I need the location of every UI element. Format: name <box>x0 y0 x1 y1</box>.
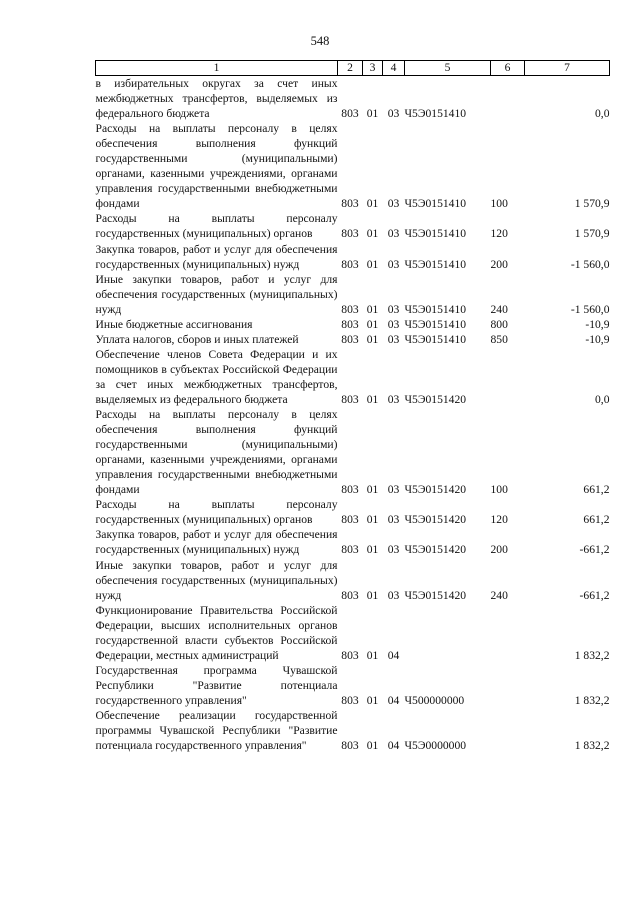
row-description: Иные закупки товаров, работ и услуг для обеспечения государственных (муниципальных) нужд <box>95 272 338 316</box>
admin-code: 803 <box>341 257 359 271</box>
admin-code: 803 <box>341 332 359 346</box>
row-description: Расходы на выплаты персоналу государственных (муниципальных) органов <box>95 212 338 241</box>
amount: 0,0 <box>595 392 610 406</box>
subsection-code: 03 <box>387 197 400 211</box>
table-row <box>96 663 610 708</box>
subsection-code: 04 <box>387 648 400 662</box>
row-description: Функционирование Правительства Российской Федерации, высших исполнительных органов государственной власти субъектов Российской Федерации, местных администраций <box>95 603 338 662</box>
amount: 1 832,2 <box>574 648 610 662</box>
admin-code: 803 <box>341 543 359 557</box>
target-article-code: Ч5Э0151410 <box>404 302 467 316</box>
row-description: Закупка товаров, работ и услуг для обеспечения государственных (муниципальных) нужд <box>95 242 338 271</box>
subsection-code: 04 <box>387 693 400 707</box>
section-code: 01 <box>366 197 379 211</box>
amount: 1 832,2 <box>574 693 610 707</box>
table-row <box>96 347 610 407</box>
column-header: 3 <box>363 61 383 76</box>
page-number: 548 <box>310 34 330 48</box>
amount: -1 560,0 <box>570 302 610 316</box>
expense-type-code: 120 <box>490 513 508 527</box>
expense-type-code: 800 <box>490 317 508 331</box>
subsection-code: 03 <box>387 317 400 331</box>
section-code: 01 <box>366 483 379 497</box>
admin-code: 803 <box>341 317 359 331</box>
expense-type-code: 850 <box>490 332 508 346</box>
section-code: 01 <box>366 257 379 271</box>
subsection-code: 03 <box>387 227 400 241</box>
row-description: Иные бюджетные ассигнования <box>95 317 253 331</box>
admin-code: 803 <box>341 648 359 662</box>
row-description: Государственная программа Чувашской Республики "Развитие потенциала государственного управления" <box>95 663 338 707</box>
section-code: 01 <box>366 513 379 527</box>
expense-type-code <box>491 708 525 753</box>
row-description: Расходы на выплаты персоналу в целях обеспечения выполнения функций государственными (муниципальными) органами, казенными учреждениями, органами управления государственными внебюджетными фондами <box>95 122 338 211</box>
section-code: 01 <box>366 227 379 241</box>
section-code: 01 <box>366 107 379 121</box>
table-row <box>96 121 610 211</box>
target-article-code <box>405 603 491 663</box>
row-description: Закупка товаров, работ и услуг для обеспечения государственных (муниципальных) нужд <box>95 528 338 557</box>
section-code: 01 <box>366 392 379 406</box>
target-article-code: Ч5Э0000000 <box>404 739 467 753</box>
section-code: 01 <box>366 693 379 707</box>
header-row <box>96 61 610 76</box>
expense-type-code <box>491 76 525 122</box>
amount: 0,0 <box>595 107 610 121</box>
column-header: 7 <box>525 61 610 76</box>
amount: 1 570,9 <box>574 227 610 241</box>
admin-code: 803 <box>341 739 359 753</box>
expense-type-code: 240 <box>490 588 508 602</box>
expense-type-code: 200 <box>490 257 508 271</box>
admin-code: 803 <box>341 392 359 406</box>
amount: -1 560,0 <box>570 257 610 271</box>
table-row <box>96 272 610 317</box>
subsection-code: 03 <box>387 302 400 316</box>
target-article-code: Ч5Э0151410 <box>404 227 467 241</box>
section-code: 01 <box>366 317 379 331</box>
expense-type-code: 100 <box>490 483 508 497</box>
admin-code: 803 <box>341 513 359 527</box>
admin-code: 803 <box>341 588 359 602</box>
admin-code: 803 <box>341 197 359 211</box>
admin-code: 803 <box>341 693 359 707</box>
section-code: 01 <box>366 543 379 557</box>
table-row <box>96 76 610 122</box>
row-description: Расходы на выплаты персоналу государственных (муниципальных) органов <box>95 498 338 527</box>
target-article-code: Ч5Э0151420 <box>404 513 467 527</box>
target-article-code: Ч5Э0151410 <box>404 197 467 211</box>
row-description: Обеспечение реализации государственной программы Чувашской Республики "Развитие потенциала государственного управления" <box>95 708 338 753</box>
expense-type-code: 200 <box>490 543 508 557</box>
expense-type-code: 120 <box>490 227 508 241</box>
table-row <box>96 407 610 497</box>
column-header: 6 <box>491 61 525 76</box>
admin-code: 803 <box>341 483 359 497</box>
expense-type-code: 100 <box>490 197 508 211</box>
column-header: 1 <box>96 61 338 76</box>
amount: -661,2 <box>579 588 610 602</box>
section-code: 01 <box>366 739 379 753</box>
amount: 1 570,9 <box>574 197 610 211</box>
table-row <box>96 242 610 272</box>
amount: -10,9 <box>585 332 610 346</box>
target-article-code: Ч5Э0151410 <box>404 107 467 121</box>
table-row <box>96 603 610 663</box>
expense-type-code <box>491 663 525 708</box>
amount: -10,9 <box>585 317 610 331</box>
target-article-code: Ч5Э0151420 <box>404 588 467 602</box>
row-description: Иные закупки товаров, работ и услуг для обеспечения государственных (муниципальных) нужд <box>95 558 338 602</box>
column-header: 2 <box>338 61 363 76</box>
subsection-code: 03 <box>387 257 400 271</box>
table-row <box>96 332 610 347</box>
target-article-code: Ч5Э0151410 <box>404 332 467 346</box>
section-code: 01 <box>366 332 379 346</box>
admin-code: 803 <box>341 227 359 241</box>
amount: 661,2 <box>583 513 610 527</box>
subsection-code: 03 <box>387 513 400 527</box>
subsection-code: 03 <box>387 332 400 346</box>
amount: 661,2 <box>583 483 610 497</box>
row-description: Обеспечение членов Совета Федерации и их помощников в субъектах Российской Федерации за счет иных межбюджетных трансфертов, выделяемых из федерального бюджета <box>95 347 338 406</box>
target-article-code: Ч5Э0151420 <box>404 483 467 497</box>
column-header: 4 <box>383 61 405 76</box>
target-article-code: Ч5Э0151410 <box>404 257 467 271</box>
target-article-code: Ч5Э0151420 <box>404 543 467 557</box>
table-row <box>96 558 610 603</box>
row-description: в избирательных округах за счет иных межбюджетных трансфертов, выделяемых из федерального бюджета <box>95 77 338 121</box>
amount: 1 832,2 <box>574 739 610 753</box>
row-description: Уплата налогов, сборов и иных платежей <box>95 332 299 346</box>
row-description: Расходы на выплаты персоналу в целях обеспечения выполнения функций государственными (муниципальными) органами, казенными учреждениями, органами управления государственными внебюджетными фондами <box>95 408 338 497</box>
section-code: 01 <box>366 648 379 662</box>
target-article-code: Ч500000000 <box>404 693 465 707</box>
target-article-code: Ч5Э0151410 <box>404 317 467 331</box>
budget-table <box>95 60 610 753</box>
column-header: 5 <box>405 61 491 76</box>
expense-type-code <box>491 347 525 407</box>
table-row <box>96 527 610 557</box>
subsection-code: 03 <box>387 107 400 121</box>
table-row <box>96 497 610 527</box>
subsection-code: 03 <box>387 483 400 497</box>
subsection-code: 04 <box>387 739 400 753</box>
amount: -661,2 <box>579 543 610 557</box>
admin-code: 803 <box>341 107 359 121</box>
section-code: 01 <box>366 302 379 316</box>
subsection-code: 03 <box>387 392 400 406</box>
table-row <box>96 708 610 753</box>
target-article-code: Ч5Э0151420 <box>404 392 467 406</box>
section-code: 01 <box>366 588 379 602</box>
table-row <box>96 317 610 332</box>
admin-code: 803 <box>341 302 359 316</box>
expense-type-code <box>491 603 525 663</box>
expense-type-code: 240 <box>490 302 508 316</box>
subsection-code: 03 <box>387 588 400 602</box>
table-row <box>96 211 610 241</box>
subsection-code: 03 <box>387 543 400 557</box>
